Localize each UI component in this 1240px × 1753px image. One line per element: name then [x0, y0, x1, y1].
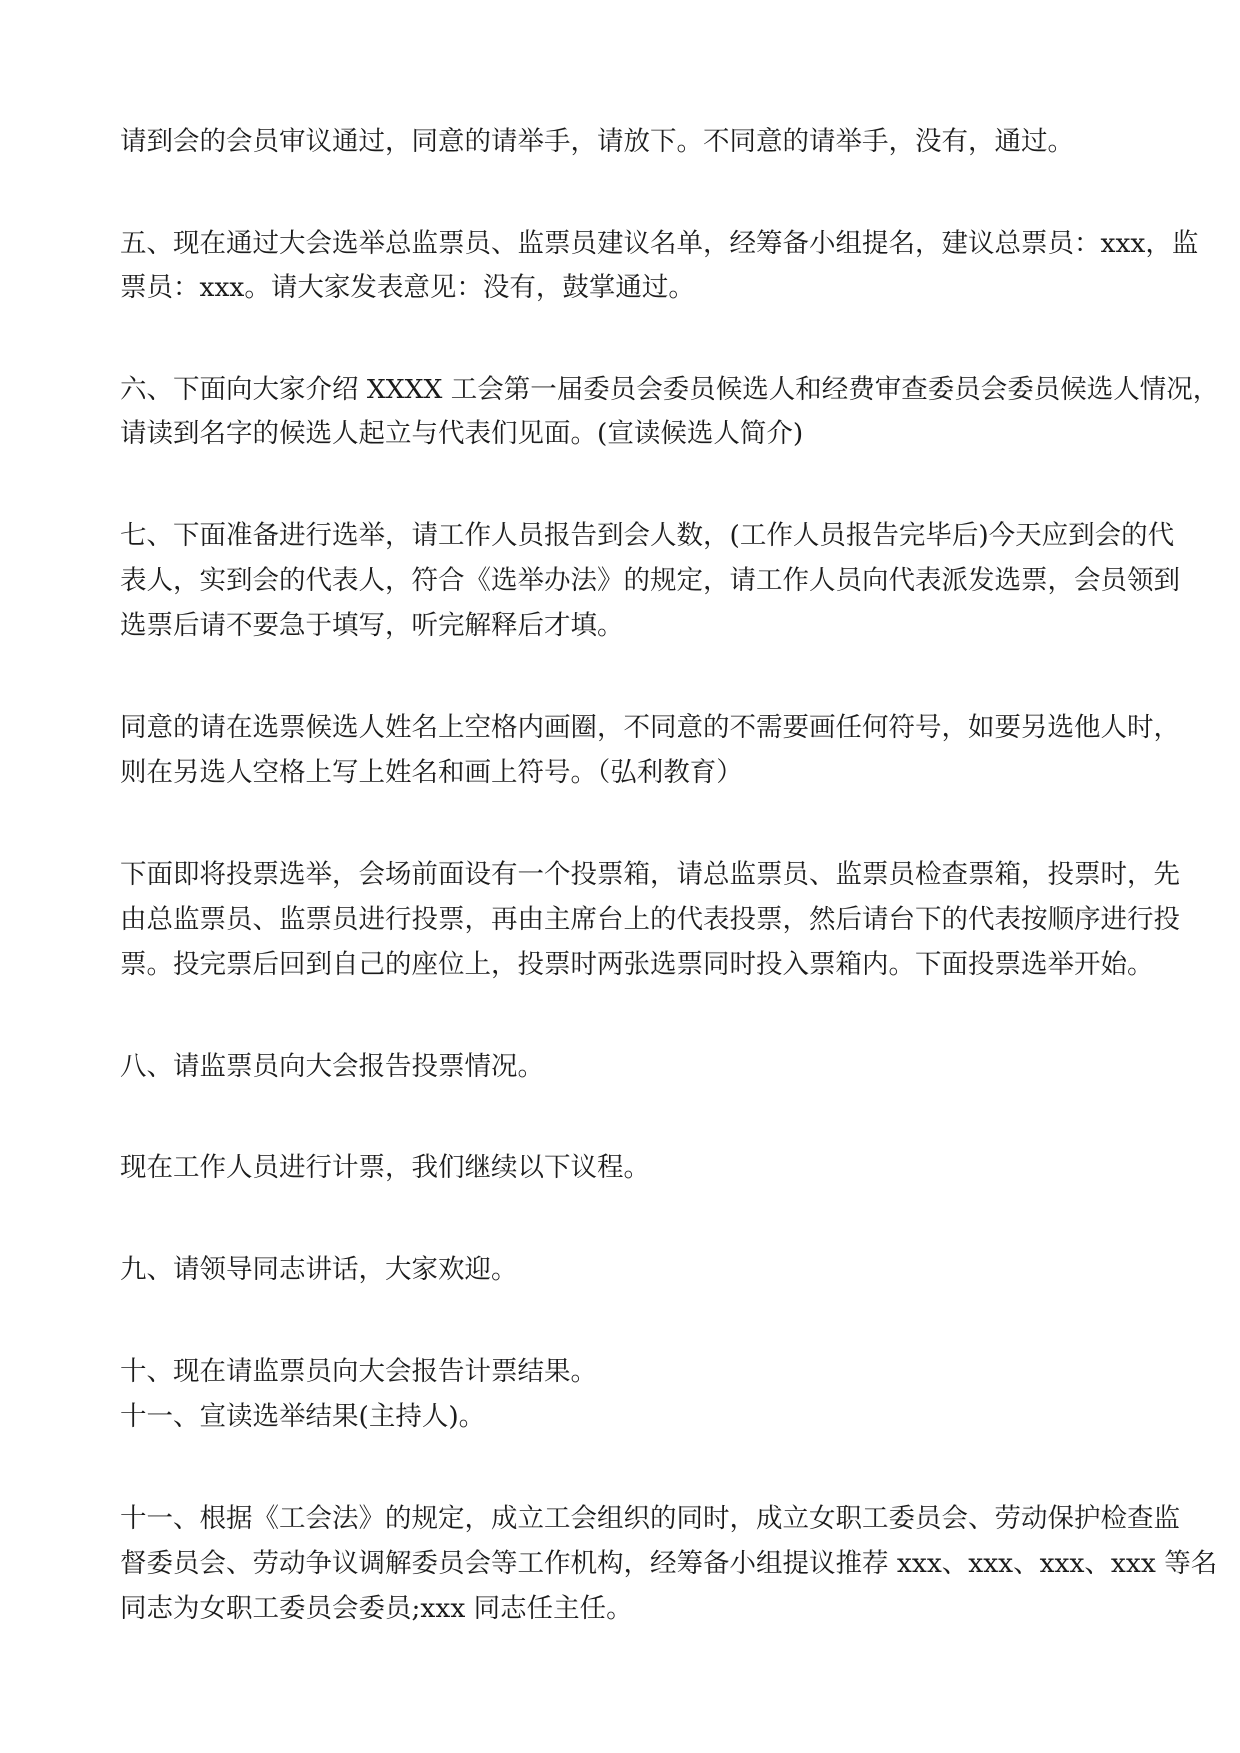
- paragraph-line: 十一、宣读选举结果(主持人)。: [120, 1401, 486, 1432]
- paragraph-line: 现在工作人员进行计票，我们继续以下议程。: [120, 1152, 650, 1183]
- paragraph-line: 票员：xxx。请大家发表意见：没有，鼓掌通过。: [120, 272, 695, 303]
- paragraph-line: 表人，实到会的代表人，符合《选举办法》的规定，请工作人员向代表派发选票，会员领到: [120, 565, 1180, 596]
- paragraph-line: 督委员会、劳动争议调解委员会等工作机构，经筹备小组提议推荐 xxx、xxx、xxx、xxx 等名: [120, 1548, 1218, 1579]
- paragraph-line: 六、下面向大家介绍 XXXX 工会第一届委员会委员候选人和经费审查委员会委员候选人情况，: [120, 374, 1220, 405]
- paragraph-line: 由总监票员、监票员进行投票，再由主席台上的代表投票，然后请台下的代表按顺序进行投: [120, 904, 1180, 935]
- paragraph-line: 五、现在通过大会选举总监票员、监票员建议名单，经筹备小组提名，建议总票员：xxx，监: [120, 228, 1199, 259]
- paragraph-line: 十一、根据《工会法》的规定，成立工会组织的同时，成立女职工委员会、劳动保护检查监: [120, 1503, 1180, 1534]
- paragraph-line: 请到会的会员审议通过，同意的请举手，请放下。不同意的请举手，没有，通过。: [120, 126, 1074, 157]
- paragraph-line: 选票后请不要急于填写，听完解释后才填。: [120, 610, 624, 641]
- paragraph-line: 八、请监票员向大会报告投票情况。: [120, 1051, 544, 1082]
- paragraph-line: 则在另选人空格上写上姓名和画上符号。（弘利教育）: [120, 757, 743, 788]
- paragraph-line: 七、下面准备进行选举，请工作人员报告到会人数，(工作人员报告完毕后)今天应到会的代: [120, 520, 1175, 551]
- paragraph-line: 同意的请在选票候选人姓名上空格内画圈，不同意的不需要画任何符号，如要另选他人时，: [120, 712, 1180, 743]
- paragraph-line: 请读到名字的候选人起立与代表们见面。(宣读候选人简介): [120, 418, 804, 449]
- paragraph-line: 票。投完票后回到自己的座位上，投票时两张选票同时投入票箱内。下面投票选举开始。: [120, 949, 1154, 980]
- paragraph-line: 九、请领导同志讲话，大家欢迎。: [120, 1254, 518, 1285]
- paragraph-line: 下面即将投票选举，会场前面设有一个投票箱，请总监票员、监票员检查票箱，投票时，先: [120, 859, 1180, 890]
- paragraph-line: 同志为女职工委员会委员;xxx 同志任主任。: [120, 1593, 633, 1624]
- paragraph-line: 十、现在请监票员向大会报告计票结果。: [120, 1356, 597, 1387]
